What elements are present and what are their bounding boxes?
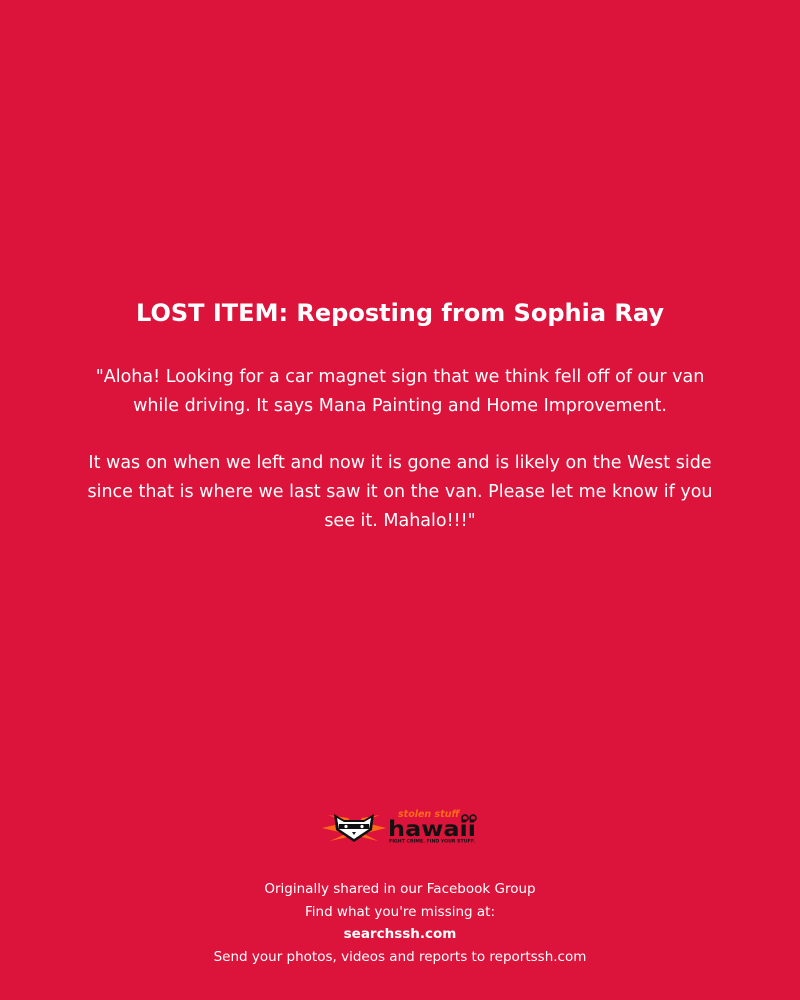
post-title: LOST ITEM: Reposting from Sophia Ray xyxy=(136,299,664,327)
footer-find-text: Find what you're missing at: xyxy=(304,903,496,920)
logo-main-text: hawaii xyxy=(388,817,476,841)
footer-shared-text: Originally shared in our Facebook Group xyxy=(264,881,536,897)
post-paragraph-2: It was on when we left and now it is gone and is likely on the West side since that is where we last saw it on the van. Please let me know if you see it. Mahalo!!!" xyxy=(87,453,713,531)
stolen-stuff-hawaii-logo xyxy=(322,806,480,844)
footer-site-link[interactable]: searchssh.com xyxy=(343,926,457,942)
footer xyxy=(0,878,800,968)
logo-top-text: stolen stuff xyxy=(398,809,460,820)
post-paragraph-1: "Aloha! Looking for a car magnet sign that we think fell off of our van while driving. It says Mana Painting and Home Improvement. xyxy=(95,367,705,416)
footer-report-text: Send your photos, videos and reports to reportssh.com xyxy=(213,948,587,965)
logo-tagline: FIGHT CRIME. FIND YOUR STUFF. xyxy=(389,839,474,844)
